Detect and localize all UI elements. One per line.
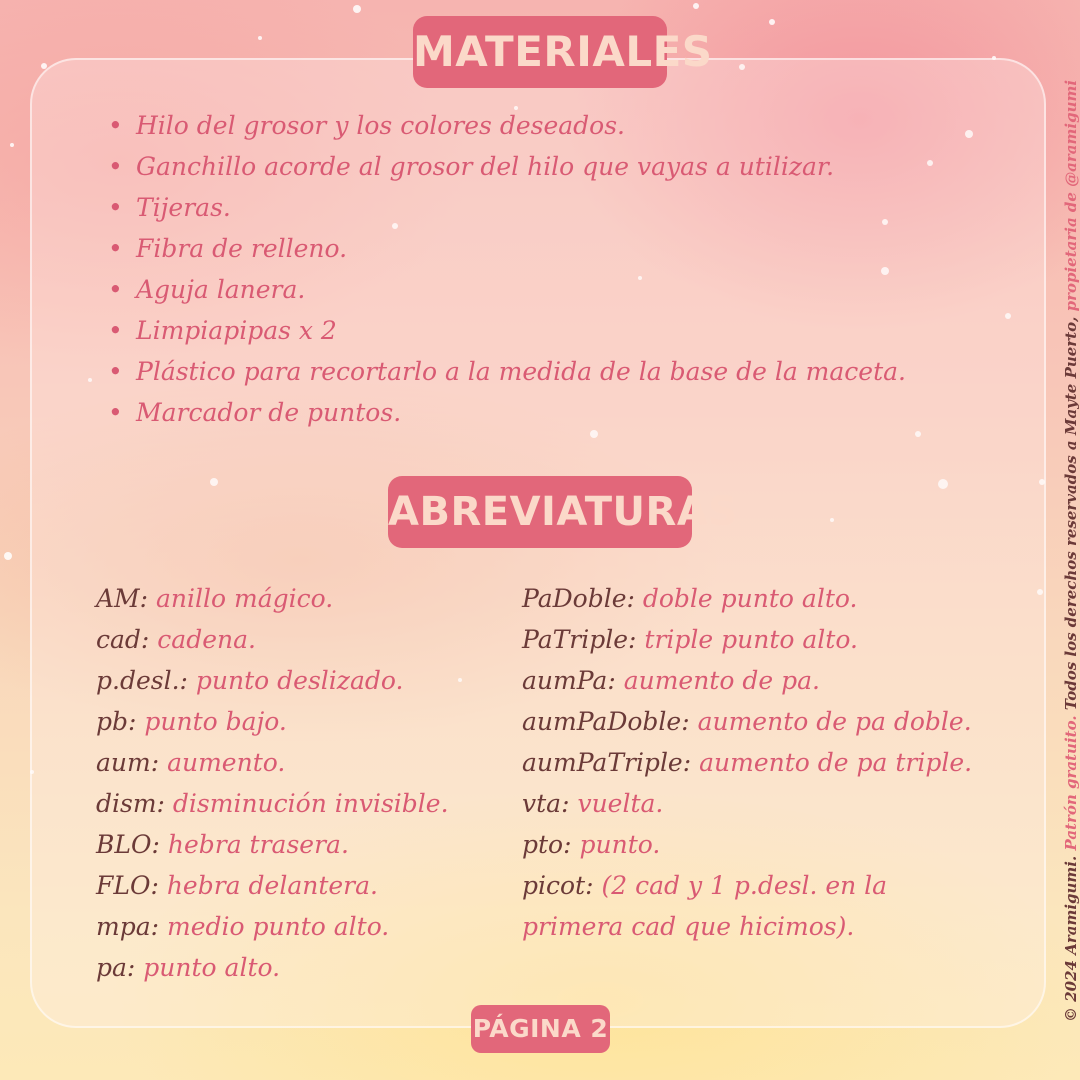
abbreviation-term: AM: [96, 584, 149, 613]
abbreviation-term: aumPaDoble: [522, 707, 690, 736]
abbreviation-row [522, 906, 972, 947]
material-text: Marcador de puntos. [136, 398, 402, 427]
bullet-icon: • [108, 152, 123, 181]
abbreviation-term: BLO: [96, 830, 160, 859]
abbreviation-term: mpa: [96, 912, 160, 941]
material-text: Fibra de relleno. [136, 234, 348, 263]
abbreviation-definition: punto alto. [143, 953, 281, 982]
abbreviation-definition: aumento. [167, 748, 286, 777]
abbreviation-row [522, 701, 972, 742]
abreviaturas-heading: ABREVIATURAS [388, 476, 692, 548]
abbreviations-left-column [96, 578, 449, 988]
list-item [106, 105, 906, 146]
abbreviation-definition: cadena. [157, 625, 256, 654]
abbreviation-definition: hebra delantera. [166, 871, 378, 900]
abbreviation-definition: medio punto alto. [167, 912, 390, 941]
bullet-icon: • [108, 275, 123, 304]
abbreviation-definition: punto. [579, 830, 661, 859]
abbreviation-definition: anillo mágico. [156, 584, 334, 613]
list-item [106, 351, 906, 392]
copyright-free-pattern: Patrón gratuito. [1062, 715, 1080, 851]
abbreviation-definition: vuelta. [577, 789, 664, 818]
abbreviation-definition: triple punto alto. [644, 625, 858, 654]
abbreviation-term: vta: [522, 789, 570, 818]
abbreviation-term: pa: [96, 953, 136, 982]
abbreviation-term: cad: [96, 625, 150, 654]
abbreviation-row [522, 783, 972, 824]
bullet-icon: • [108, 398, 123, 427]
abbreviation-term: p.desl.: [96, 666, 188, 695]
material-text: Tijeras. [136, 193, 231, 222]
abbreviation-row [96, 578, 449, 619]
material-text: Aguja lanera. [136, 275, 306, 304]
list-item [106, 146, 906, 187]
copyright-rights: Todos los derechos reservados a Mayte Puerto, [1062, 316, 1080, 711]
bullet-icon: • [108, 357, 123, 386]
abbreviation-term: aum: [96, 748, 160, 777]
abbreviation-row [96, 783, 449, 824]
abbreviation-row [96, 701, 449, 742]
abbreviation-definition: aumento de pa triple. [699, 748, 973, 777]
abbreviation-term: pb: [96, 707, 137, 736]
list-item [106, 228, 906, 269]
abbreviation-definition: punto deslizado. [195, 666, 404, 695]
abbreviation-definition: doble punto alto. [642, 584, 858, 613]
abbreviation-definition: disminución invisible. [172, 789, 449, 818]
copyright-owner: © 2024 Aramigumi. [1062, 855, 1080, 1022]
abbreviation-row [96, 865, 449, 906]
abbreviation-row [96, 824, 449, 865]
abbreviation-term: pto: [522, 830, 572, 859]
copyright-notice [1062, 80, 1080, 1022]
list-item [106, 310, 906, 351]
material-text: Ganchillo acorde al grosor del hilo que vayas a utilizar. [136, 152, 835, 181]
abbreviation-row [96, 947, 449, 988]
material-text: Limpiapipas x 2 [136, 316, 337, 345]
abbreviation-term: aumPaTriple: [522, 748, 692, 777]
bullet-icon: • [108, 234, 123, 263]
abbreviation-term: aumPa: [522, 666, 616, 695]
bullet-icon: • [108, 316, 123, 345]
abbreviation-row [96, 742, 449, 783]
page-number-label: PÁGINA 2 [471, 1005, 610, 1053]
abbreviation-row [522, 660, 972, 701]
material-text: Plástico para recortarlo a la medida de la base de la maceta. [136, 357, 906, 386]
abbreviation-definition: punto bajo. [144, 707, 287, 736]
abbreviations-right-column [522, 578, 972, 947]
materials-list [106, 105, 906, 433]
abbreviation-term: picot: [522, 871, 594, 900]
list-item [106, 392, 906, 433]
abbreviation-term: dism: [96, 789, 165, 818]
abbreviation-definition: primera cad que hicimos). [522, 912, 855, 941]
abbreviation-row [522, 578, 972, 619]
abbreviation-row [522, 742, 972, 783]
bullet-icon: • [108, 193, 123, 222]
bullet-icon: • [108, 111, 123, 140]
materiales-heading: MATERIALES [413, 16, 667, 88]
abbreviation-row [96, 906, 449, 947]
abbreviation-definition: (2 cad y 1 p.desl. en la [601, 871, 888, 900]
abbreviation-definition: hebra trasera. [167, 830, 349, 859]
abbreviation-row [96, 660, 449, 701]
abbreviation-row [96, 619, 449, 660]
material-text: Hilo del grosor y los colores deseados. [136, 111, 625, 140]
list-item [106, 269, 906, 310]
abbreviation-term: PaTriple: [522, 625, 637, 654]
abbreviation-row [522, 865, 972, 906]
abbreviation-row [522, 619, 972, 660]
list-item [106, 187, 906, 228]
abbreviation-definition: aumento de pa. [623, 666, 820, 695]
abbreviation-definition: aumento de pa doble. [697, 707, 972, 736]
abbreviation-row [522, 824, 972, 865]
abbreviation-term: PaDoble: [522, 584, 635, 613]
copyright-handle: propietaria de @aramigumi [1062, 79, 1080, 312]
abbreviation-term: FLO: [96, 871, 159, 900]
